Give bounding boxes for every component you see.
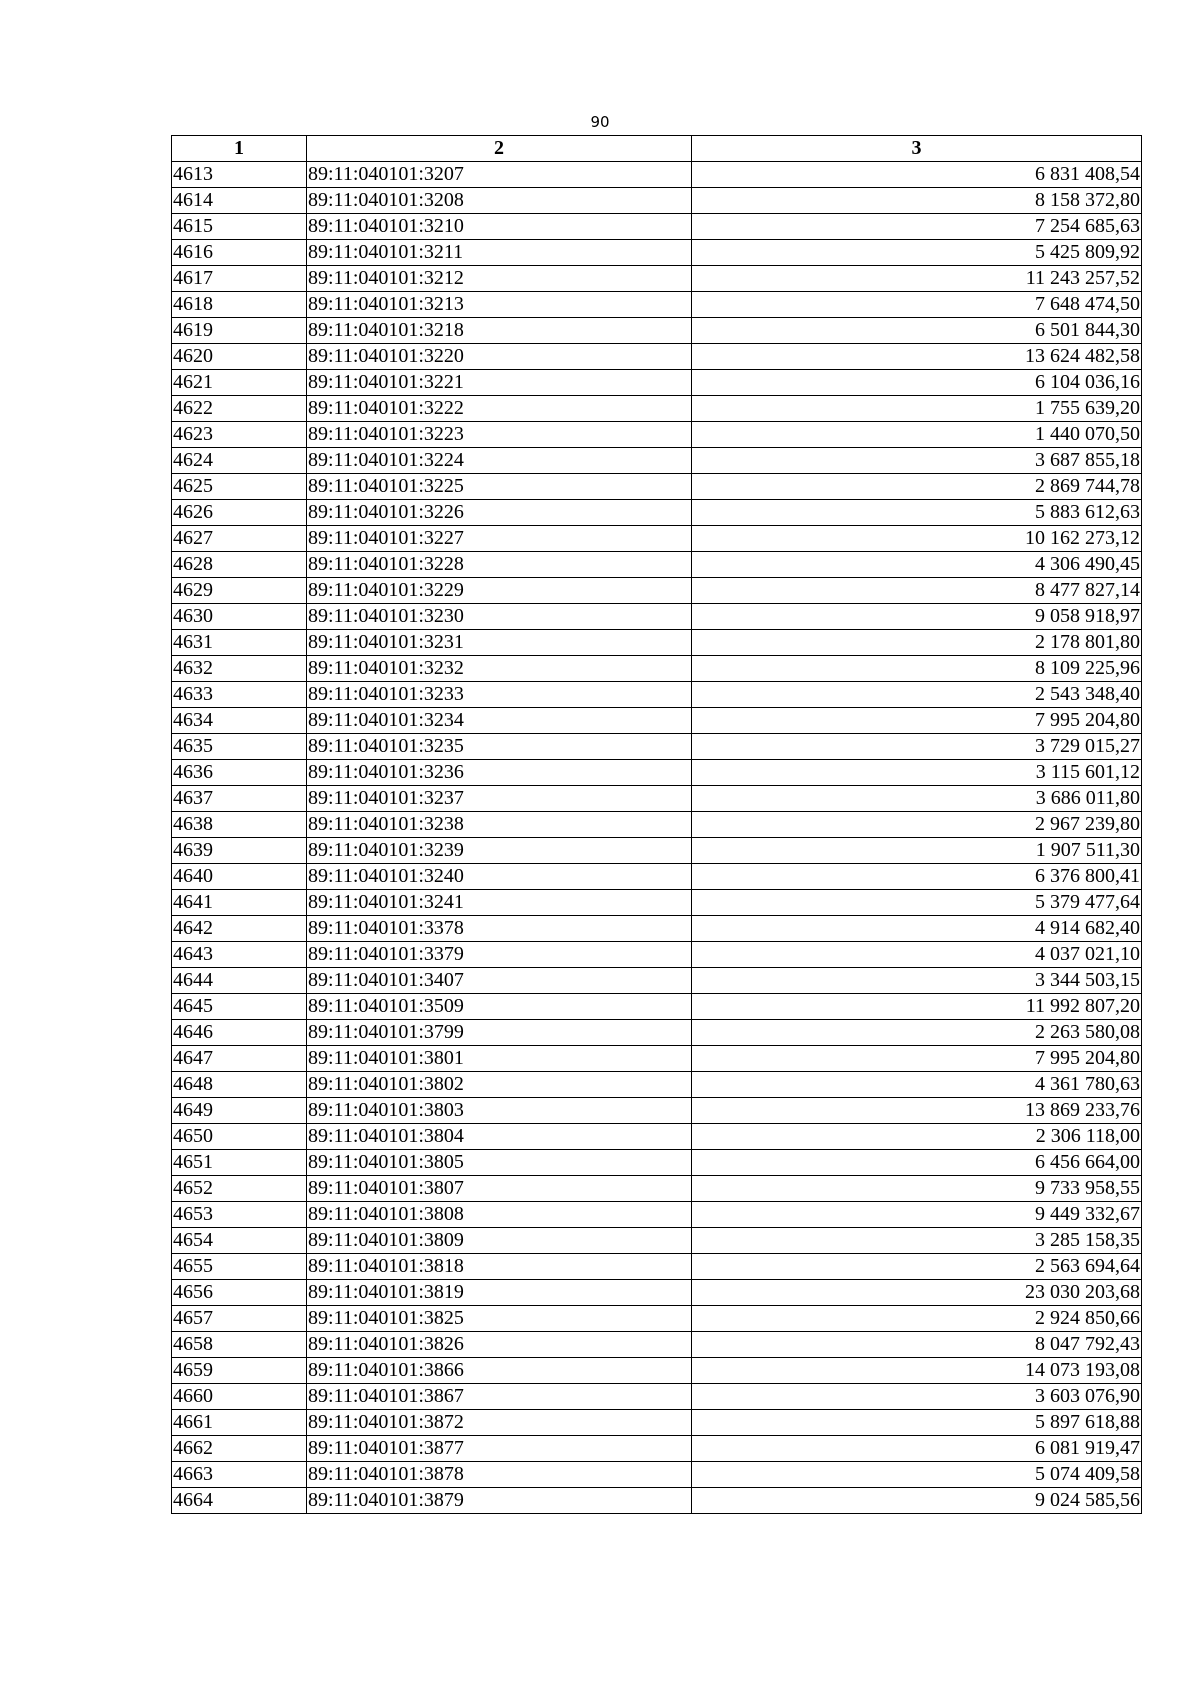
- table-row: [172, 448, 1142, 474]
- cadastral-number-cell: 89:11:040101:3378: [307, 916, 692, 942]
- cadastral-number-cell: 89:11:040101:3210: [307, 214, 692, 240]
- value-cell: 11 992 807,20: [692, 994, 1142, 1020]
- cadastral-number-cell: 89:11:040101:3879: [307, 1488, 692, 1514]
- cadastral-number-cell: 89:11:040101:3379: [307, 942, 692, 968]
- value-cell: 9 058 918,97: [692, 604, 1142, 630]
- row-number-cell: 4644: [172, 968, 307, 994]
- value-cell: 4 914 682,40: [692, 916, 1142, 942]
- table-row: [172, 916, 1142, 942]
- value-cell: 3 686 011,80: [692, 786, 1142, 812]
- table-row: [172, 552, 1142, 578]
- table-row: [172, 1410, 1142, 1436]
- value-cell: 2 178 801,80: [692, 630, 1142, 656]
- table-body: [172, 162, 1142, 1514]
- cadastral-number-cell: 89:11:040101:3232: [307, 656, 692, 682]
- cadastral-number-cell: 89:11:040101:3818: [307, 1254, 692, 1280]
- table-row: [172, 1150, 1142, 1176]
- table-row: [172, 1020, 1142, 1046]
- cadastral-number-cell: 89:11:040101:3222: [307, 396, 692, 422]
- table-row: [172, 1462, 1142, 1488]
- row-number-cell: 4658: [172, 1332, 307, 1358]
- table-row: [172, 1176, 1142, 1202]
- table-row: [172, 1098, 1142, 1124]
- value-cell: 6 376 800,41: [692, 864, 1142, 890]
- value-cell: 5 883 612,63: [692, 500, 1142, 526]
- row-number-cell: 4622: [172, 396, 307, 422]
- value-cell: 13 869 233,76: [692, 1098, 1142, 1124]
- cadastral-number-cell: 89:11:040101:3223: [307, 422, 692, 448]
- table-header-row: [172, 136, 1142, 162]
- cadastral-number-cell: 89:11:040101:3872: [307, 1410, 692, 1436]
- cadastral-number-cell: 89:11:040101:3226: [307, 500, 692, 526]
- table-row: [172, 500, 1142, 526]
- value-cell: 8 047 792,43: [692, 1332, 1142, 1358]
- row-number-cell: 4624: [172, 448, 307, 474]
- value-cell: 3 729 015,27: [692, 734, 1142, 760]
- value-cell: 2 869 744,78: [692, 474, 1142, 500]
- row-number-cell: 4652: [172, 1176, 307, 1202]
- row-number-cell: 4619: [172, 318, 307, 344]
- cadastral-number-cell: 89:11:040101:3212: [307, 266, 692, 292]
- row-number-cell: 4661: [172, 1410, 307, 1436]
- cadastral-number-cell: 89:11:040101:3866: [307, 1358, 692, 1384]
- cadastral-number-cell: 89:11:040101:3867: [307, 1384, 692, 1410]
- row-number-cell: 4640: [172, 864, 307, 890]
- cadastral-number-cell: 89:11:040101:3509: [307, 994, 692, 1020]
- table-row: [172, 656, 1142, 682]
- table-row: [172, 708, 1142, 734]
- cadastral-number-cell: 89:11:040101:3236: [307, 760, 692, 786]
- table-row: [172, 318, 1142, 344]
- value-cell: 4 037 021,10: [692, 942, 1142, 968]
- table-row: [172, 1384, 1142, 1410]
- row-number-cell: 4630: [172, 604, 307, 630]
- value-cell: 6 081 919,47: [692, 1436, 1142, 1462]
- table-row: [172, 604, 1142, 630]
- row-number-cell: 4656: [172, 1280, 307, 1306]
- value-cell: 2 563 694,64: [692, 1254, 1142, 1280]
- value-cell: 9 449 332,67: [692, 1202, 1142, 1228]
- table-row: [172, 240, 1142, 266]
- cadastral-number-cell: 89:11:040101:3802: [307, 1072, 692, 1098]
- table-row: [172, 968, 1142, 994]
- table-row: [172, 1072, 1142, 1098]
- cadastral-number-cell: 89:11:040101:3804: [307, 1124, 692, 1150]
- table-row: [172, 526, 1142, 552]
- cadastral-number-cell: 89:11:040101:3218: [307, 318, 692, 344]
- cadastral-number-cell: 89:11:040101:3805: [307, 1150, 692, 1176]
- row-number-cell: 4633: [172, 682, 307, 708]
- table-row: [172, 396, 1142, 422]
- value-cell: 6 456 664,00: [692, 1150, 1142, 1176]
- cadastral-number-cell: 89:11:040101:3228: [307, 552, 692, 578]
- table-row: [172, 630, 1142, 656]
- value-cell: 5 379 477,64: [692, 890, 1142, 916]
- row-number-cell: 4615: [172, 214, 307, 240]
- cadastral-number-cell: 89:11:040101:3207: [307, 162, 692, 188]
- cadastral-number-cell: 89:11:040101:3213: [307, 292, 692, 318]
- row-number-cell: 4628: [172, 552, 307, 578]
- value-cell: 7 995 204,80: [692, 1046, 1142, 1072]
- value-cell: 5 074 409,58: [692, 1462, 1142, 1488]
- cadastral-number-cell: 89:11:040101:3211: [307, 240, 692, 266]
- table-row: [172, 1046, 1142, 1072]
- cadastral-number-cell: 89:11:040101:3220: [307, 344, 692, 370]
- cadastral-number-cell: 89:11:040101:3808: [307, 1202, 692, 1228]
- row-number-cell: 4629: [172, 578, 307, 604]
- value-cell: 1 755 639,20: [692, 396, 1142, 422]
- column-header-1: 1: [172, 136, 307, 162]
- row-number-cell: 4617: [172, 266, 307, 292]
- row-number-cell: 4626: [172, 500, 307, 526]
- value-cell: 1 907 511,30: [692, 838, 1142, 864]
- table-row: [172, 1124, 1142, 1150]
- value-cell: 3 115 601,12: [692, 760, 1142, 786]
- value-cell: 8 477 827,14: [692, 578, 1142, 604]
- data-table: [171, 135, 1142, 1514]
- value-cell: 13 624 482,58: [692, 344, 1142, 370]
- cadastral-number-cell: 89:11:040101:3208: [307, 188, 692, 214]
- row-number-cell: 4627: [172, 526, 307, 552]
- cadastral-number-cell: 89:11:040101:3826: [307, 1332, 692, 1358]
- row-number-cell: 4663: [172, 1462, 307, 1488]
- table-row: [172, 994, 1142, 1020]
- table-row: [172, 864, 1142, 890]
- row-number-cell: 4639: [172, 838, 307, 864]
- value-cell: 5 425 809,92: [692, 240, 1142, 266]
- row-number-cell: 4616: [172, 240, 307, 266]
- cadastral-number-cell: 89:11:040101:3809: [307, 1228, 692, 1254]
- row-number-cell: 4647: [172, 1046, 307, 1072]
- cadastral-number-cell: 89:11:040101:3801: [307, 1046, 692, 1072]
- value-cell: 4 361 780,63: [692, 1072, 1142, 1098]
- row-number-cell: 4614: [172, 188, 307, 214]
- cadastral-number-cell: 89:11:040101:3878: [307, 1462, 692, 1488]
- value-cell: 3 344 503,15: [692, 968, 1142, 994]
- table-row: [172, 292, 1142, 318]
- cadastral-number-cell: 89:11:040101:3241: [307, 890, 692, 916]
- row-number-cell: 4664: [172, 1488, 307, 1514]
- row-number-cell: 4645: [172, 994, 307, 1020]
- value-cell: 10 162 273,12: [692, 526, 1142, 552]
- table-row: [172, 1358, 1142, 1384]
- table-row: [172, 578, 1142, 604]
- cadastral-number-cell: 89:11:040101:3229: [307, 578, 692, 604]
- row-number-cell: 4618: [172, 292, 307, 318]
- table-row: [172, 1228, 1142, 1254]
- table-row: [172, 1436, 1142, 1462]
- row-number-cell: 4634: [172, 708, 307, 734]
- cadastral-number-cell: 89:11:040101:3238: [307, 812, 692, 838]
- cadastral-number-cell: 89:11:040101:3237: [307, 786, 692, 812]
- value-cell: 2 967 239,80: [692, 812, 1142, 838]
- table-row: [172, 1202, 1142, 1228]
- value-cell: 3 603 076,90: [692, 1384, 1142, 1410]
- value-cell: 11 243 257,52: [692, 266, 1142, 292]
- value-cell: 1 440 070,50: [692, 422, 1142, 448]
- cadastral-number-cell: 89:11:040101:3807: [307, 1176, 692, 1202]
- row-number-cell: 4654: [172, 1228, 307, 1254]
- value-cell: 2 924 850,66: [692, 1306, 1142, 1332]
- value-cell: 2 263 580,08: [692, 1020, 1142, 1046]
- table-row: [172, 1488, 1142, 1514]
- value-cell: 6 501 844,30: [692, 318, 1142, 344]
- page-number: 90: [590, 113, 610, 131]
- table-row: [172, 734, 1142, 760]
- row-number-cell: 4623: [172, 422, 307, 448]
- row-number-cell: 4613: [172, 162, 307, 188]
- cadastral-number-cell: 89:11:040101:3233: [307, 682, 692, 708]
- row-number-cell: 4625: [172, 474, 307, 500]
- row-number-cell: 4648: [172, 1072, 307, 1098]
- row-number-cell: 4638: [172, 812, 307, 838]
- value-cell: 7 648 474,50: [692, 292, 1142, 318]
- row-number-cell: 4620: [172, 344, 307, 370]
- row-number-cell: 4650: [172, 1124, 307, 1150]
- cadastral-number-cell: 89:11:040101:3825: [307, 1306, 692, 1332]
- cadastral-number-cell: 89:11:040101:3224: [307, 448, 692, 474]
- row-number-cell: 4646: [172, 1020, 307, 1046]
- cadastral-number-cell: 89:11:040101:3819: [307, 1280, 692, 1306]
- value-cell: 2 306 118,00: [692, 1124, 1142, 1150]
- row-number-cell: 4631: [172, 630, 307, 656]
- row-number-cell: 4621: [172, 370, 307, 396]
- table-row: [172, 1332, 1142, 1358]
- row-number-cell: 4649: [172, 1098, 307, 1124]
- value-cell: 4 306 490,45: [692, 552, 1142, 578]
- table-row: [172, 214, 1142, 240]
- value-cell: 2 543 348,40: [692, 682, 1142, 708]
- cadastral-number-cell: 89:11:040101:3227: [307, 526, 692, 552]
- value-cell: 7 254 685,63: [692, 214, 1142, 240]
- cadastral-number-cell: 89:11:040101:3803: [307, 1098, 692, 1124]
- row-number-cell: 4657: [172, 1306, 307, 1332]
- table-row: [172, 812, 1142, 838]
- row-number-cell: 4635: [172, 734, 307, 760]
- cadastral-number-cell: 89:11:040101:3407: [307, 968, 692, 994]
- value-cell: 9 733 958,55: [692, 1176, 1142, 1202]
- value-cell: 5 897 618,88: [692, 1410, 1142, 1436]
- value-cell: 9 024 585,56: [692, 1488, 1142, 1514]
- table-row: [172, 162, 1142, 188]
- value-cell: 8 109 225,96: [692, 656, 1142, 682]
- row-number-cell: 4643: [172, 942, 307, 968]
- table-row: [172, 188, 1142, 214]
- cadastral-number-cell: 89:11:040101:3230: [307, 604, 692, 630]
- cadastral-number-cell: 89:11:040101:3239: [307, 838, 692, 864]
- table-row: [172, 474, 1142, 500]
- value-cell: 6 104 036,16: [692, 370, 1142, 396]
- value-cell: 14 073 193,08: [692, 1358, 1142, 1384]
- row-number-cell: 4660: [172, 1384, 307, 1410]
- row-number-cell: 4636: [172, 760, 307, 786]
- cadastral-number-cell: 89:11:040101:3235: [307, 734, 692, 760]
- column-header-3: 3: [692, 136, 1142, 162]
- row-number-cell: 4642: [172, 916, 307, 942]
- table-row: [172, 786, 1142, 812]
- row-number-cell: 4662: [172, 1436, 307, 1462]
- value-cell: 6 831 408,54: [692, 162, 1142, 188]
- table-row: [172, 1306, 1142, 1332]
- cadastral-number-cell: 89:11:040101:3221: [307, 370, 692, 396]
- cadastral-number-cell: 89:11:040101:3240: [307, 864, 692, 890]
- cadastral-number-cell: 89:11:040101:3225: [307, 474, 692, 500]
- table-row: [172, 942, 1142, 968]
- row-number-cell: 4651: [172, 1150, 307, 1176]
- table-row: [172, 838, 1142, 864]
- value-cell: 3 285 158,35: [692, 1228, 1142, 1254]
- table-row: [172, 760, 1142, 786]
- row-number-cell: 4655: [172, 1254, 307, 1280]
- value-cell: 23 030 203,68: [692, 1280, 1142, 1306]
- table-row: [172, 422, 1142, 448]
- table-row: [172, 1280, 1142, 1306]
- table-row: [172, 1254, 1142, 1280]
- row-number-cell: 4641: [172, 890, 307, 916]
- table-row: [172, 682, 1142, 708]
- cadastral-number-cell: 89:11:040101:3231: [307, 630, 692, 656]
- value-cell: 7 995 204,80: [692, 708, 1142, 734]
- row-number-cell: 4659: [172, 1358, 307, 1384]
- table-row: [172, 890, 1142, 916]
- value-cell: 8 158 372,80: [692, 188, 1142, 214]
- column-header-2: 2: [307, 136, 692, 162]
- value-cell: 3 687 855,18: [692, 448, 1142, 474]
- row-number-cell: 4632: [172, 656, 307, 682]
- cadastral-number-cell: 89:11:040101:3877: [307, 1436, 692, 1462]
- cadastral-number-cell: 89:11:040101:3799: [307, 1020, 692, 1046]
- row-number-cell: 4653: [172, 1202, 307, 1228]
- table-row: [172, 344, 1142, 370]
- table-row: [172, 370, 1142, 396]
- cadastral-number-cell: 89:11:040101:3234: [307, 708, 692, 734]
- row-number-cell: 4637: [172, 786, 307, 812]
- table-row: [172, 266, 1142, 292]
